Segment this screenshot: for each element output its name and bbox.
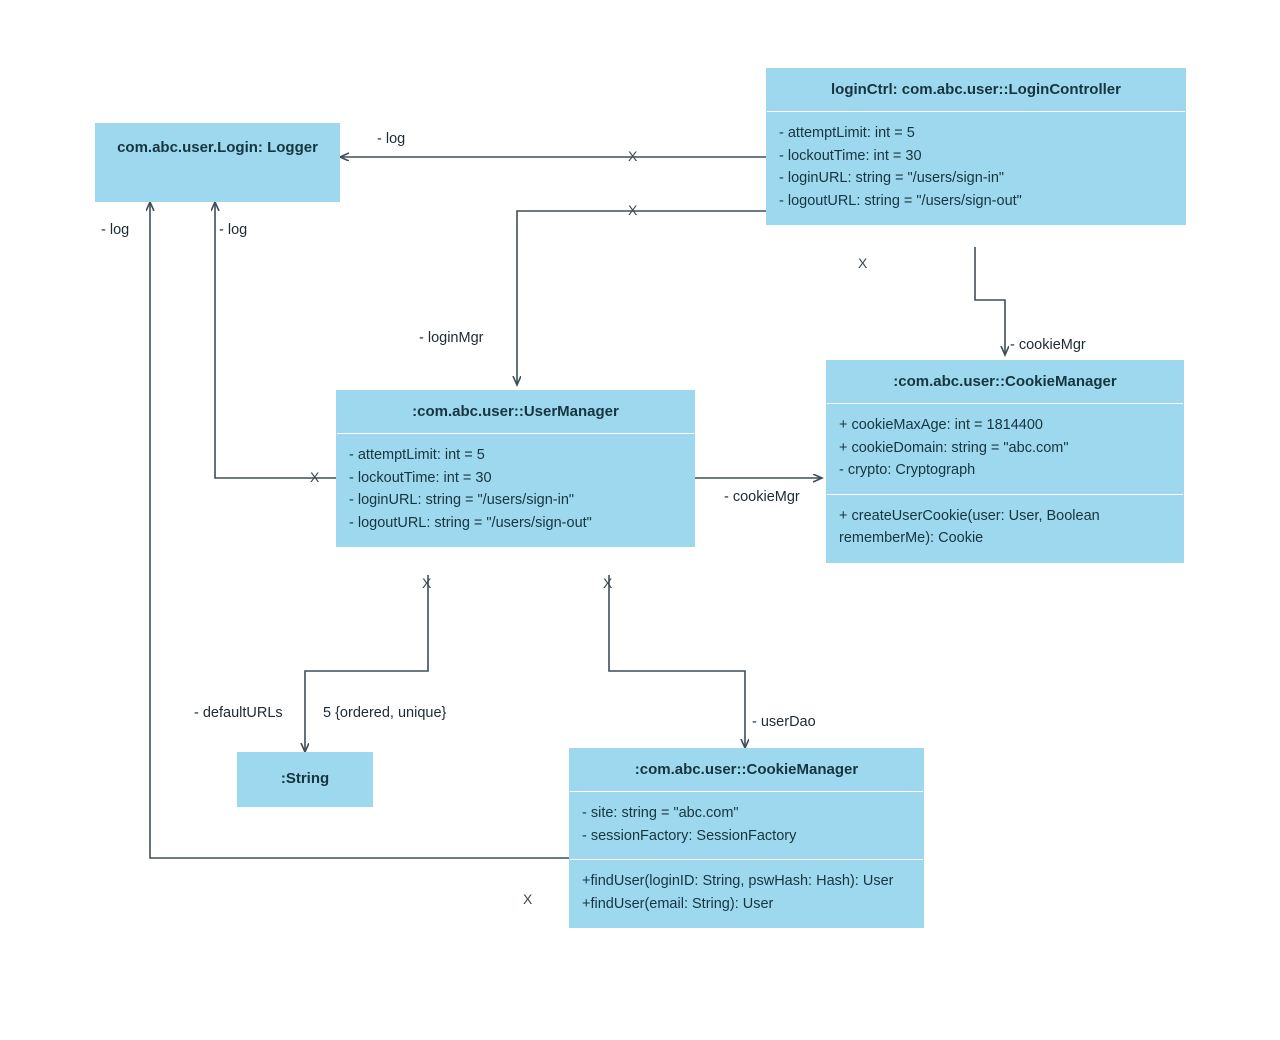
attribute-item: - crypto: Cryptograph [839,462,976,479]
x-mark: X [603,575,613,591]
attribute-item: - logoutURL: string = "/users/sign-out" [779,192,1022,209]
class-box-usermanager[interactable] [336,390,695,547]
class-attributes-loginctrl [767,112,1185,224]
x-mark: X [310,469,320,485]
edge-label-log-left: - log [101,222,130,238]
attribute-item: + cookieMaxAge: int = 1814400 [839,417,1043,434]
x-mark: X [422,575,432,591]
edge-label-userdao: - userDao [752,714,816,730]
attribute-item: - lockoutTime: int = 30 [349,469,492,486]
class-attributes-userdao [570,792,923,859]
class-box-loginctrl[interactable] [766,68,1186,225]
attribute-item: - loginURL: string = "/users/sign-in" [349,492,575,509]
class-operations-cookiemanager [827,495,1183,562]
edge-loginctrl-usermanager [517,211,766,385]
edge-label-loginmgr: - loginMgr [419,330,484,346]
class-header-usermanager: :com.abc.user::UserManager [412,403,619,420]
x-mark: X [628,202,638,218]
edge-label-defaulturls: - defaultURLs [194,705,283,721]
class-attributes-usermanager [337,434,694,546]
edge-label-cookiemgr-top: - cookieMgr [1010,337,1086,353]
class-box-string[interactable] [237,752,373,807]
class-header-string: :String [280,770,330,787]
attribute-item: - sessionFactory: SessionFactory [582,827,797,844]
class-box-userdao[interactable] [569,748,924,928]
class-header-cookiemanager: :com.abc.user::CookieManager [893,373,1117,390]
edge-loginctrl-cookiemanager [975,247,1005,355]
edge-usermanager-string [305,575,428,752]
operation-item: +findUser(loginID: String, pswHash: Hash): User [582,873,894,890]
class-box-cookiemanager[interactable] [826,360,1184,563]
edge-usermanager-logger [215,202,336,478]
x-mark: X [628,148,638,164]
class-attributes-cookiemanager [827,404,1183,493]
attribute-item: - lockoutTime: int = 30 [779,147,922,164]
x-mark: X [523,891,533,907]
attribute-item: + cookieDomain: string = "abc.com" [839,439,1069,456]
operation-item: +findUser(email: String): User [582,895,774,912]
edge-label-multiplicity: 5 {ordered, unique} [323,705,447,721]
edge-label-cookiemgr-mid: - cookieMgr [724,489,800,505]
class-box-logger[interactable] [95,123,340,202]
attribute-item: - loginURL: string = "/users/sign-in" [779,170,1005,187]
x-mark: X [858,255,868,271]
edge-label-log-left2: - log [219,222,248,238]
attribute-item: - logoutURL: string = "/users/sign-out" [349,514,592,531]
class-header-loginctrl: loginCtrl: com.abc.user::LoginController [830,81,1121,98]
class-header-logger: com.abc.user.Login: Logger [117,139,318,156]
attribute-item: - attemptLimit: int = 5 [779,125,915,142]
attribute-item: - attemptLimit: int = 5 [349,447,485,464]
edge-usermanager-userdao [609,575,745,748]
edge-label-log-top: - log [377,131,406,147]
class-header-userdao: :com.abc.user::CookieManager [634,761,859,778]
operation-item: + createUserCookie(user: User, Boolean rememberMe): Cookie [839,507,1104,547]
class-operations-userdao [570,860,923,927]
attribute-item: - site: string = "abc.com" [582,805,739,822]
